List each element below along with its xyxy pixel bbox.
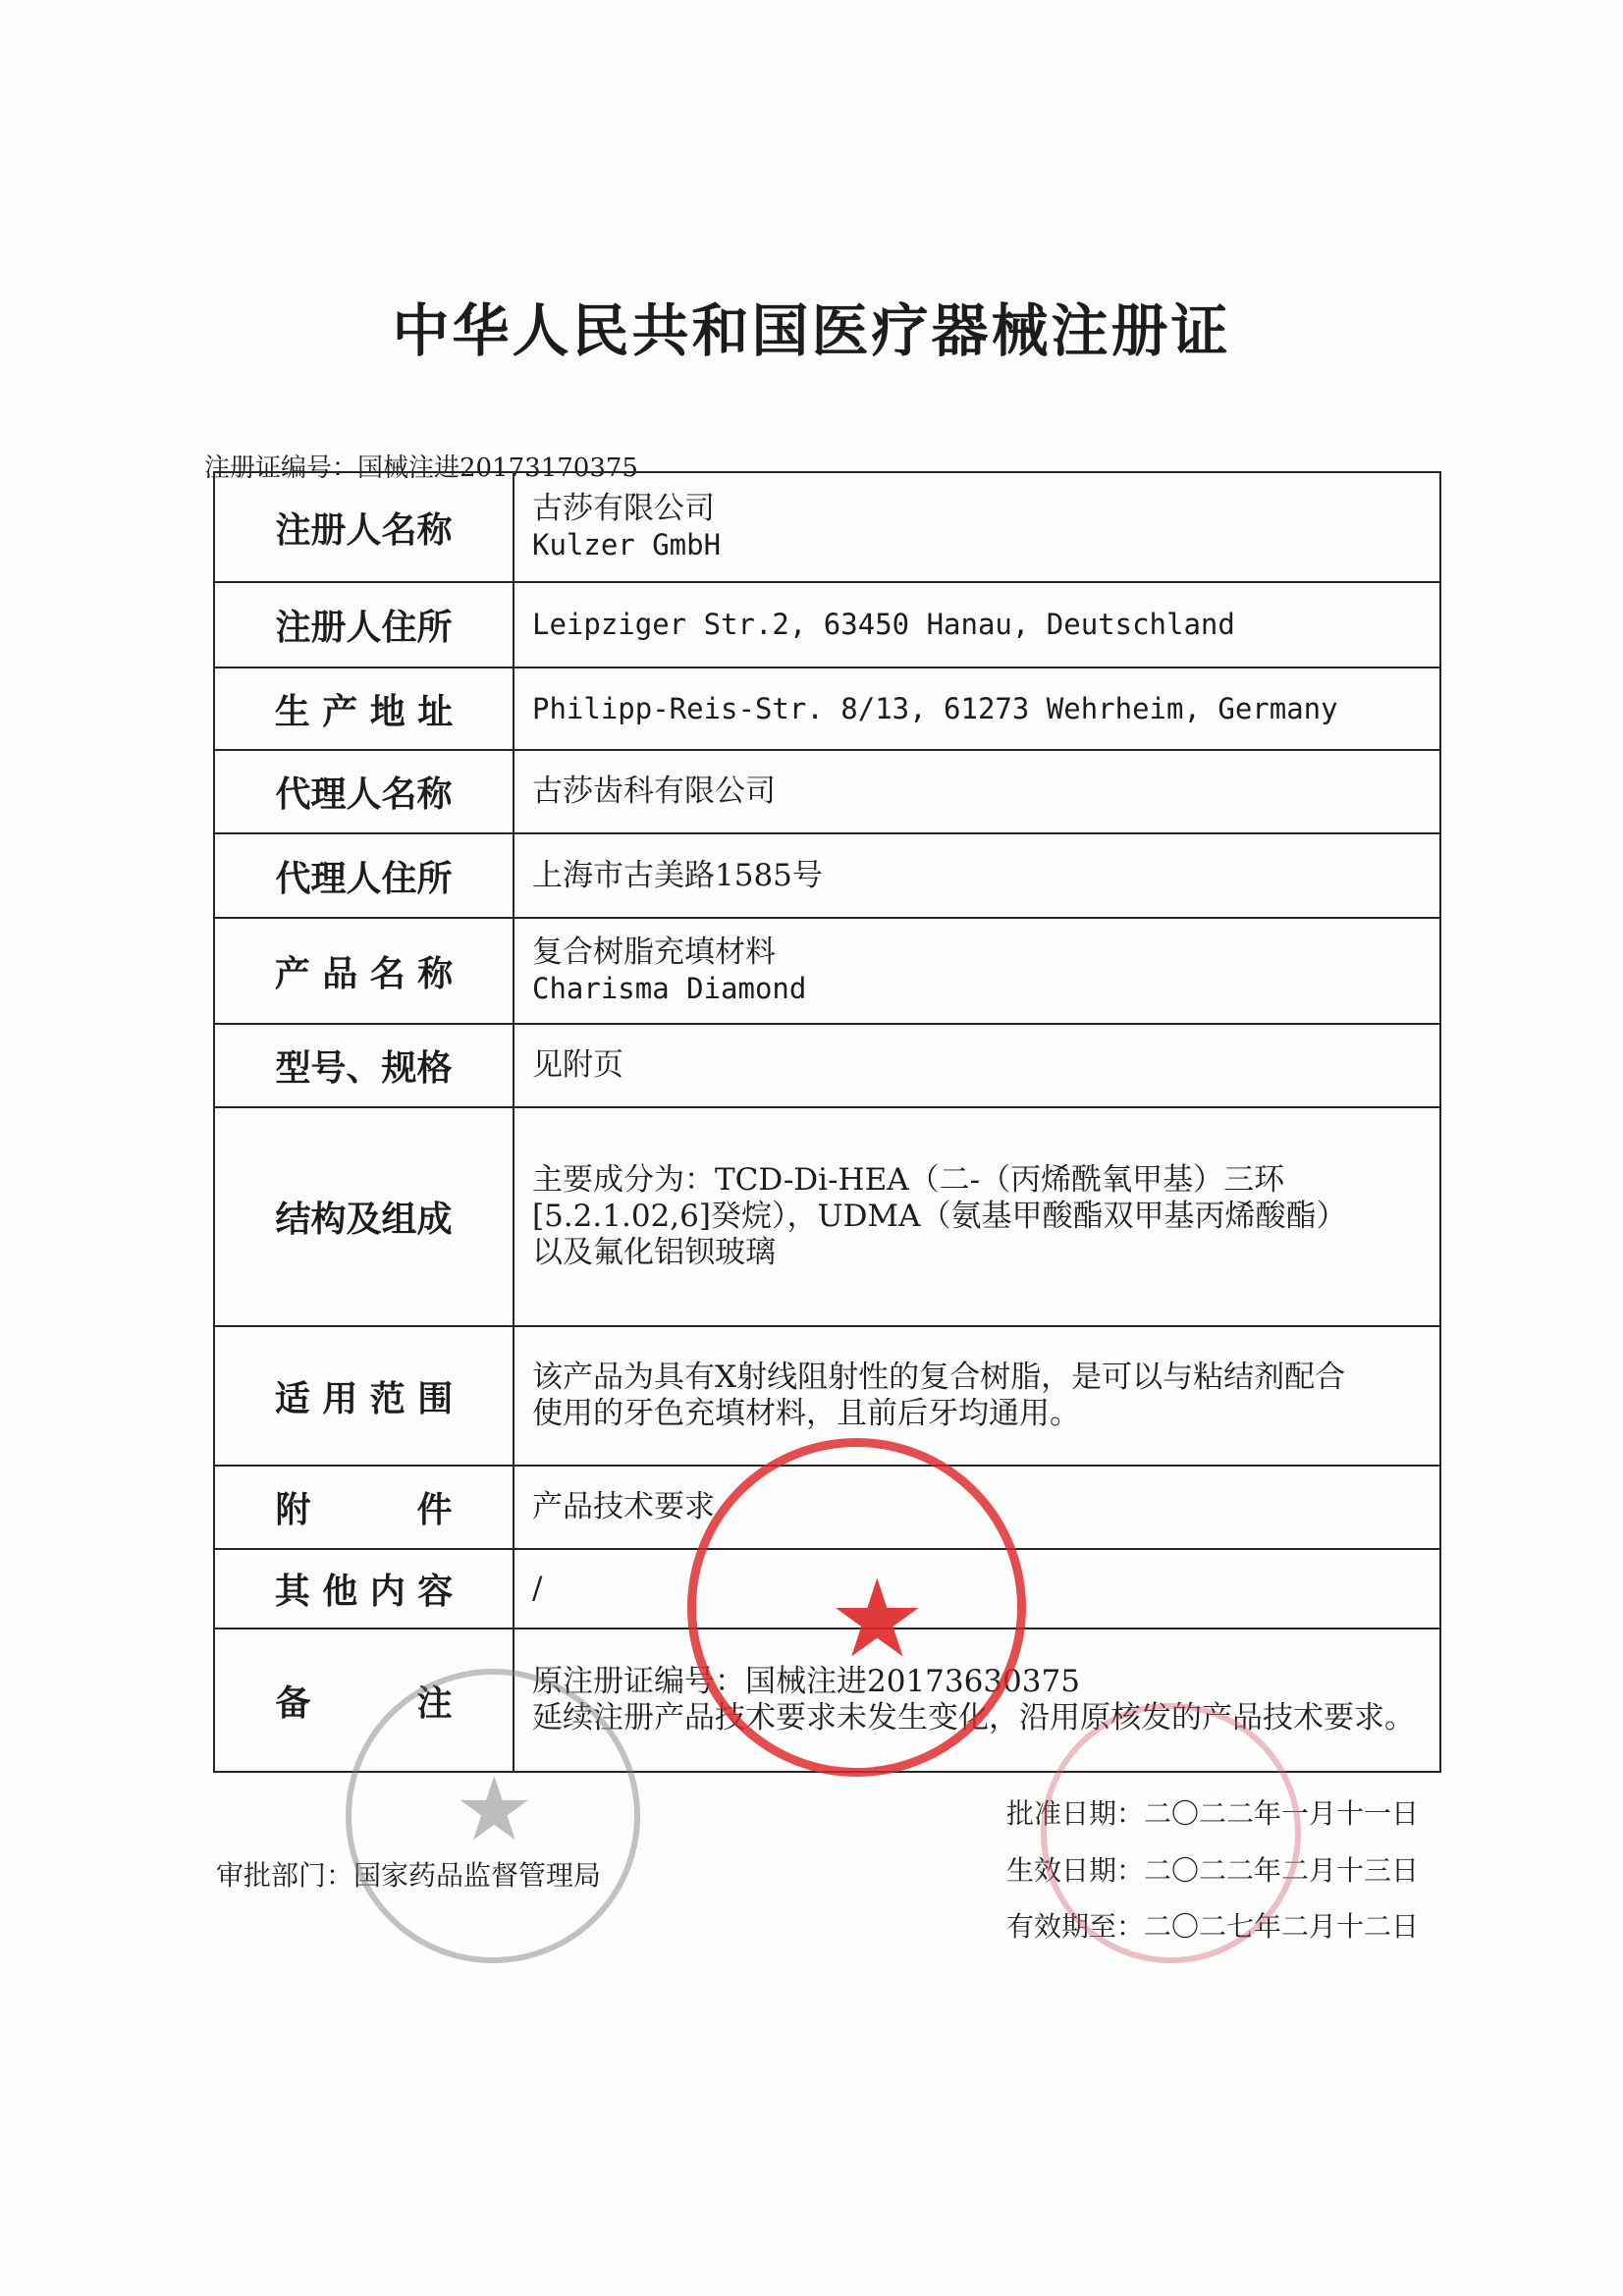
product-name-label: 产 品 名 称 <box>214 918 514 1024</box>
agent-name-label: 代理人名称 <box>214 750 514 833</box>
approval-date: 批准日期：二〇二二年一月十一日 <box>1006 1797 1420 1830</box>
product-name-cn: 复合树脂充填材料 <box>532 934 776 970</box>
kulzer-company-seal <box>1041 1703 1301 1963</box>
production-address-label: 生 产 地 址 <box>214 667 514 750</box>
agent-address-value <box>514 833 1440 918</box>
agent-name-line: 古莎齿科有限公司 <box>532 774 776 809</box>
attachment-label: 附 件 <box>214 1466 514 1549</box>
other-line: / <box>532 1571 543 1606</box>
other-label: 其 他 内 容 <box>214 1549 514 1629</box>
registrant-name-label: 注册人名称 <box>214 472 514 582</box>
registrant-name-en: Kulzer GmbH <box>532 528 722 561</box>
composition-line-3: 以及氟化铝钡玻璃 <box>532 1235 776 1270</box>
row-registrant-address <box>214 582 1440 667</box>
scope-line-1: 该产品为具有X射线阻射性的复合树脂，是可以与粘结剂配合 <box>532 1360 1346 1395</box>
nmpa-registration-seal <box>346 1669 640 1963</box>
agent-address-line: 上海市古美路1585号 <box>532 857 823 893</box>
row-registrant-name <box>214 472 1440 582</box>
approval-department: 审批部门：国家药品监督管理局 <box>216 1859 602 1892</box>
document-title: 中华人民共和国医疗器械注册证 <box>392 297 1231 364</box>
valid-until: 有效期至：二〇二七年二月十二日 <box>1006 1910 1420 1943</box>
row-production-address <box>214 667 1440 750</box>
row-agent-name <box>214 750 1440 833</box>
registration-number: 注册证编号：国械注进20173170375 <box>204 454 638 483</box>
scope-label: 适 用 范 围 <box>214 1326 514 1466</box>
composition-value <box>514 1107 1440 1326</box>
registrant-address-value <box>514 582 1440 667</box>
remarks-line-2: 延续注册产品技术要求未发生变化，沿用原核发的产品技术要求。 <box>532 1700 1415 1735</box>
product-name-en: Charisma Diamond <box>532 972 807 1005</box>
row-composition <box>214 1107 1440 1326</box>
scope-value <box>514 1326 1440 1466</box>
product-name-value <box>514 918 1440 1024</box>
row-product-name <box>214 918 1440 1024</box>
row-model-spec <box>214 1024 1440 1107</box>
effective-date: 生效日期：二〇二二年二月十三日 <box>1006 1854 1420 1887</box>
attachment-line: 产品技术要求 <box>532 1489 715 1524</box>
model-spec-line: 见附页 <box>532 1047 623 1083</box>
registrant-address-label: 注册人住所 <box>214 582 514 667</box>
agent-company-seal: ★ <box>687 1438 1026 1777</box>
composition-line-1: 主要成分为：TCD-Di-HEA（二-（丙烯酰氧甲基）三环 <box>532 1162 1285 1198</box>
row-agent-address <box>214 833 1440 918</box>
production-address-line: Philipp-Reis-Str. 8/13, 61273 Wehrheim, Germany <box>532 691 1338 725</box>
registrant-address-line: Leipziger Str.2, 63450 Hanau, Deutschland <box>532 608 1235 641</box>
model-spec-label: 型号、规格 <box>214 1024 514 1107</box>
seal-star-icon: ★ <box>455 1758 534 1861</box>
remarks-line-1: 原注册证编号：国械注进20173630375 <box>532 1664 1080 1699</box>
registrant-name-value <box>514 472 1440 582</box>
agent-name-value <box>514 750 1440 833</box>
scope-line-2: 使用的牙色充填材料，且前后牙均通用。 <box>532 1396 1080 1431</box>
composition-line-2: [5.2.1.02,6]癸烷），UDMA（氨基甲酸酯双甲基丙烯酸酯） <box>532 1199 1347 1234</box>
production-address-value <box>514 667 1440 750</box>
model-spec-value <box>514 1024 1440 1107</box>
agent-address-label: 代理人住所 <box>214 833 514 918</box>
remarks-label: 备 注 <box>214 1629 514 1772</box>
composition-label: 结构及组成 <box>214 1107 514 1326</box>
registrant-name-cn: 古莎有限公司 <box>532 491 715 526</box>
